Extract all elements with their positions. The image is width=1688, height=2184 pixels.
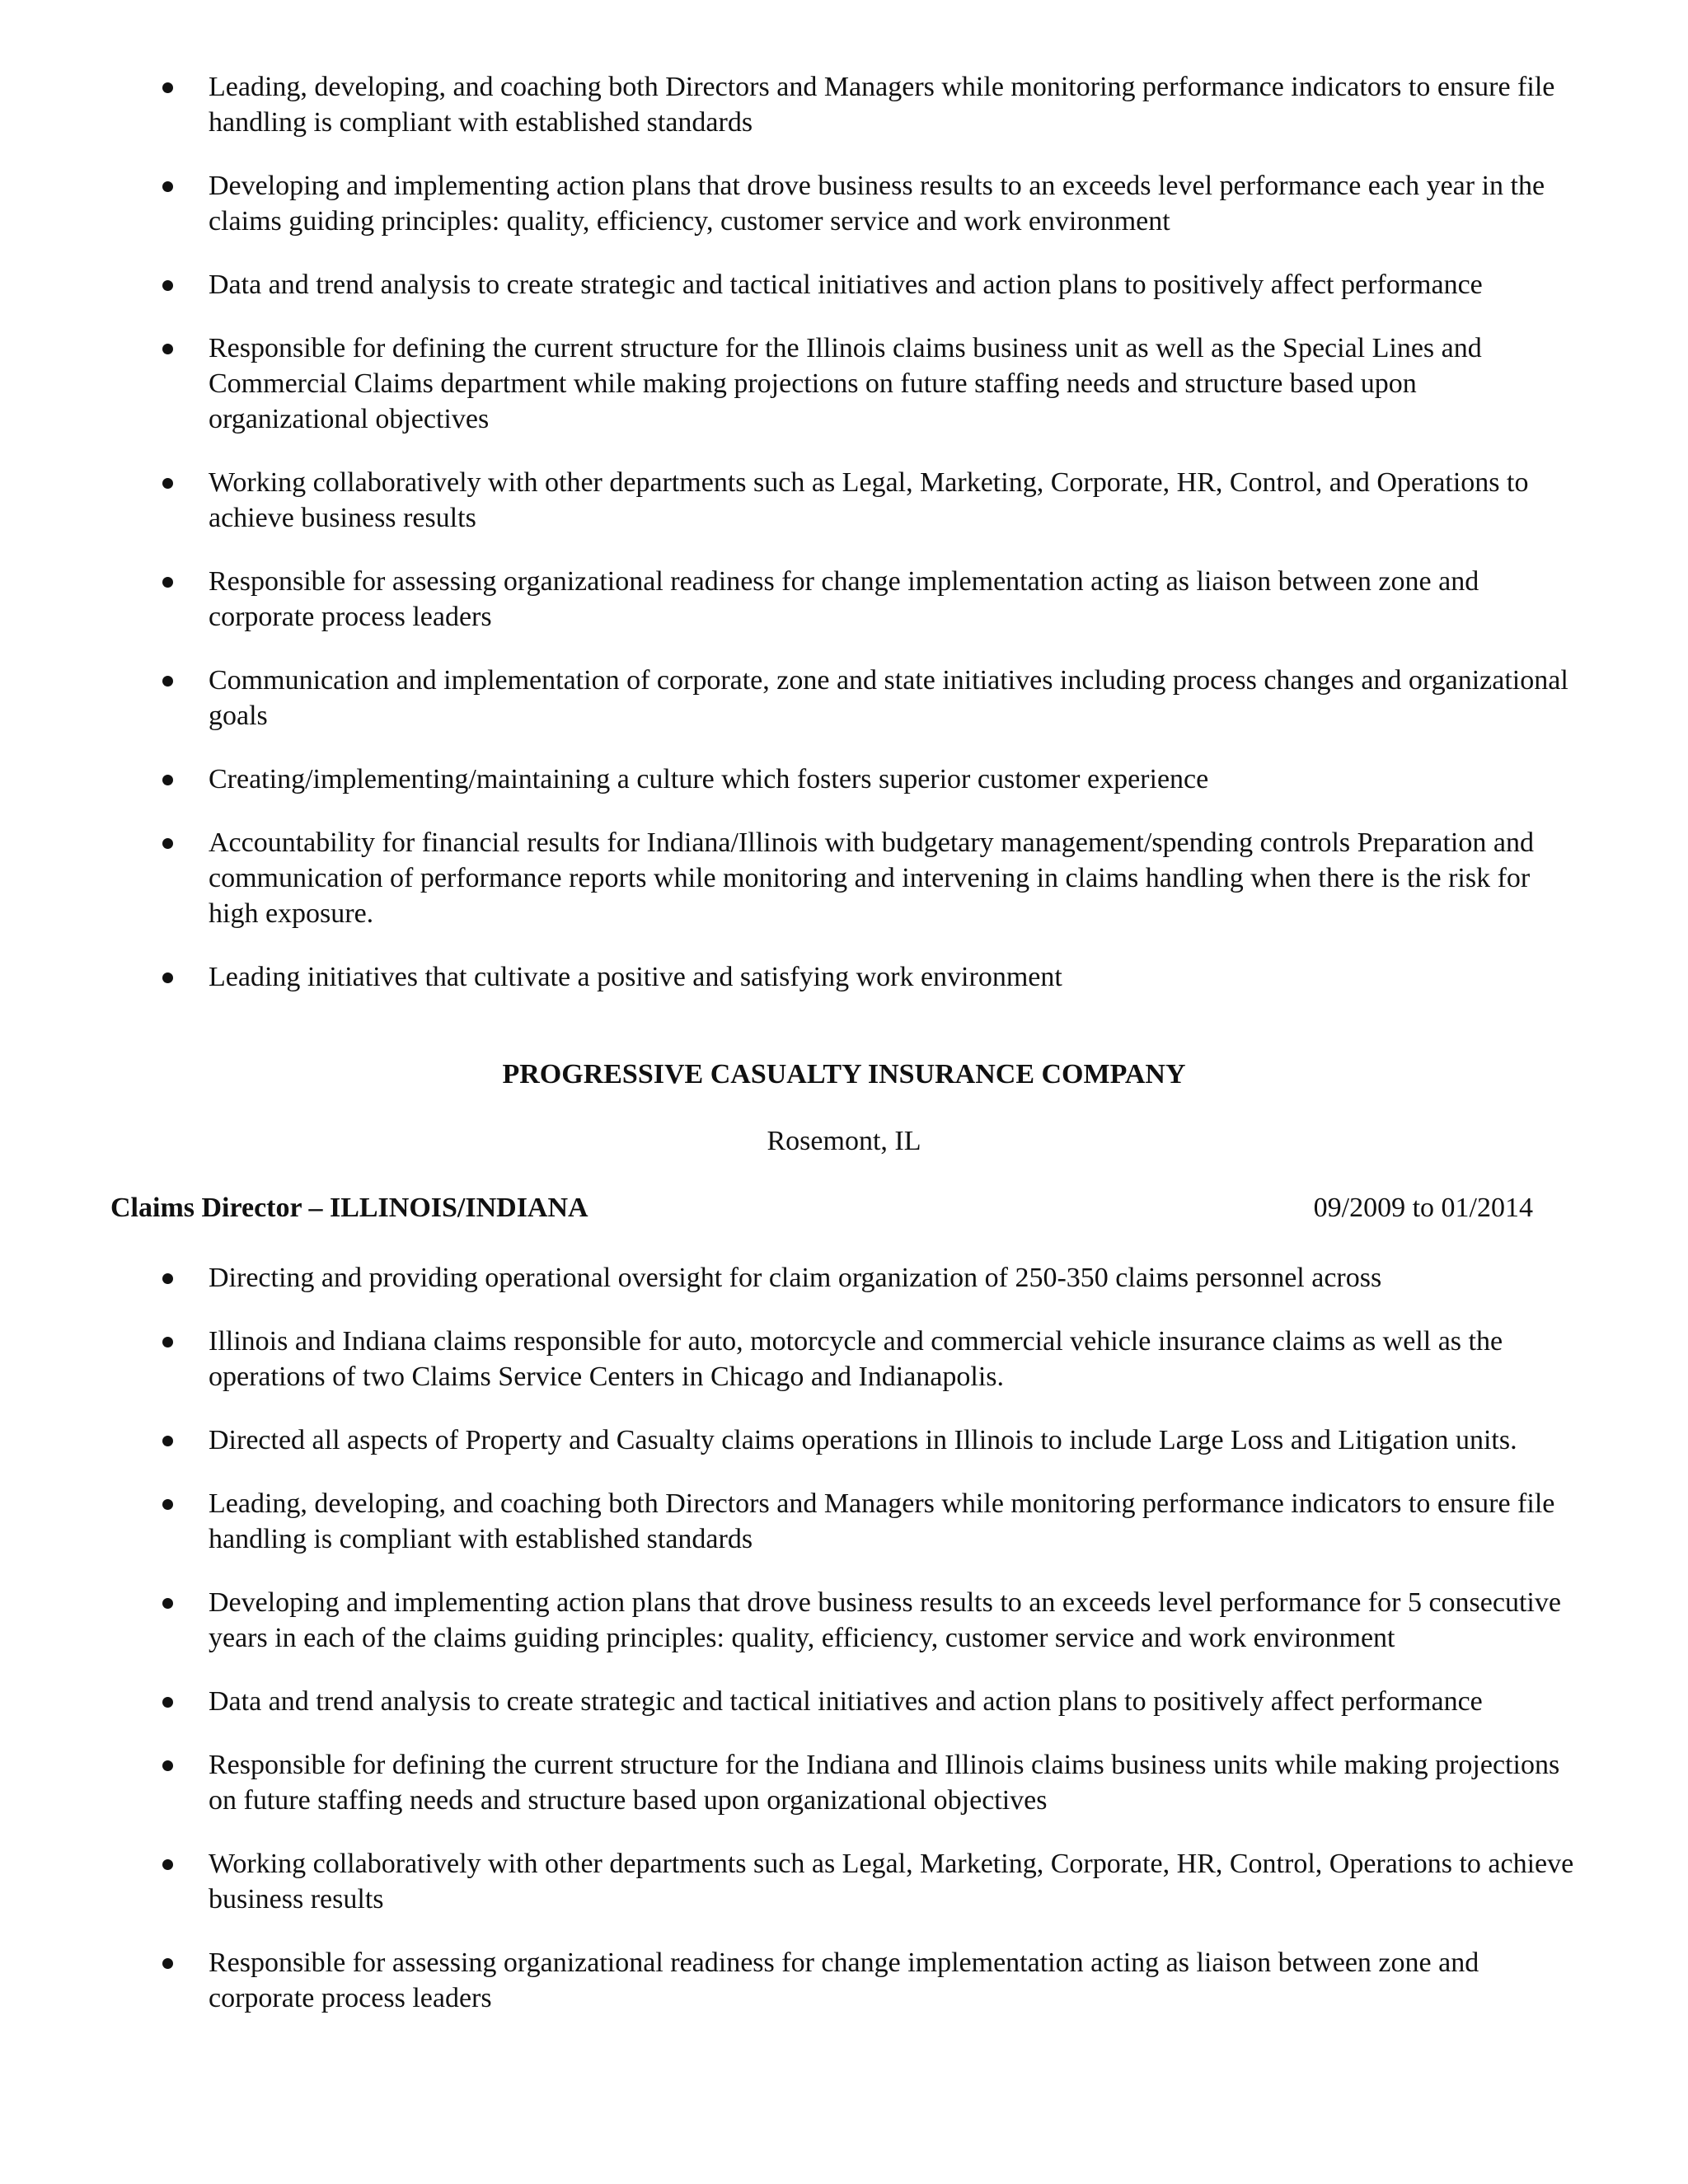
bullet-dot-icon <box>162 1760 173 1771</box>
previous-role-bullet-list <box>157 69 1574 995</box>
claims-director-bullet-list <box>157 1260 1574 2016</box>
bullet-item <box>157 1422 1574 1458</box>
bullet-text: Directed all aspects of Property and Casualty claims operations in Illinois to include Large Loss and Litigation units. <box>209 1425 1517 1455</box>
bullet-dot-icon <box>162 1273 173 1284</box>
bullet-item <box>157 1486 1574 1557</box>
bullet-text: Responsible for assessing organizational readiness for change implementation acting as liaison between zone and corporate process leaders <box>209 1947 1479 2013</box>
bullet-text: Illinois and Indiana claims responsible for auto, motorcycle and commercial vehicle insurance claims as well as the operations of two Claims Service Centers in Chicago and Indianapolis. <box>209 1326 1503 1392</box>
bullet-item <box>157 1260 1574 1296</box>
bullet-text: Creating/implementing/maintaining a culture which fosters superior customer experience <box>209 764 1209 794</box>
bullet-dot-icon <box>162 82 173 93</box>
bullet-text: Leading, developing, and coaching both Directors and Managers while monitoring performance indicators to ensure file handling is compliant with established standards <box>209 1488 1555 1554</box>
bullet-text: Responsible for defining the current structure for the Illinois claims business unit as well as the Special Lines and Commercial Claims department while making projections on future staffing needs and structure based upon organizational objectives <box>209 333 1482 434</box>
bullet-text: Directing and providing operational oversight for claim organization of 250-350 claims personnel across <box>209 1263 1382 1293</box>
bullet-item <box>157 69 1574 140</box>
bullet-dot-icon <box>162 1337 173 1347</box>
bullet-item <box>157 1585 1574 1656</box>
bullet-item <box>157 330 1574 437</box>
bullet-text: Working collaboratively with other departments such as Legal, Marketing, Corporate, HR, Control, and Operations to achieve business results <box>209 467 1529 533</box>
bullet-dot-icon <box>162 478 173 489</box>
bullet-dot-icon <box>162 1598 173 1609</box>
bullet-dot-icon <box>162 1499 173 1510</box>
job-title: Claims Director – ILLINOIS/INDIANA <box>110 1193 588 1223</box>
bullet-text: Data and trend analysis to create strategic and tactical initiatives and action plans to positively affect performance <box>209 269 1483 300</box>
bullet-dot-icon <box>162 838 173 849</box>
bullet-dot-icon <box>162 1436 173 1446</box>
bullet-item <box>157 1684 1574 1719</box>
bullet-dot-icon <box>162 972 173 983</box>
bullet-text: Data and trend analysis to create strategic and tactical initiatives and action plans to positively affect performance <box>209 1686 1483 1717</box>
bullet-item <box>157 1324 1574 1394</box>
bullet-dot-icon <box>162 280 173 291</box>
bullet-item <box>157 1846 1574 1917</box>
bullet-dot-icon <box>162 181 173 192</box>
bullet-dot-icon <box>162 577 173 588</box>
company-location: Rosemont, IL <box>767 1126 921 1156</box>
company-name: PROGRESSIVE CASUALTY INSURANCE COMPANY <box>502 1059 1186 1090</box>
bullet-dot-icon <box>162 676 173 687</box>
bullet-text: Developing and implementing action plans that drove business results to an exceeds level performance each year in the claims guiding principles: quality, efficiency, customer service and work environment <box>209 171 1545 237</box>
bullet-item <box>157 168 1574 239</box>
bullet-text: Accountability for financial results for Indiana/Illinois with budgetary management/spending controls Preparation and communication of performance reports while monitoring and intervening in claims handling when there is the risk for high exposure. <box>209 827 1534 929</box>
bullet-text: Responsible for defining the current structure for the Indiana and Illinois claims business units while making projections on future staffing needs and structure based upon organizational objectives <box>209 1750 1560 1816</box>
bullet-item <box>157 959 1574 995</box>
bullet-text: Developing and implementing action plans that drove business results to an exceeds level performance for 5 consecutive years in each of the claims guiding principles: quality, efficiency, customer service and work environment <box>209 1587 1561 1653</box>
bullet-text: Communication and implementation of corporate, zone and state initiatives including process changes and organizational goals <box>209 665 1568 731</box>
bullet-dot-icon <box>162 1697 173 1708</box>
bullet-item <box>157 1945 1574 2016</box>
bullet-item <box>157 267 1574 302</box>
bullet-dot-icon <box>162 1859 173 1870</box>
bullet-item <box>157 564 1574 635</box>
bullet-item <box>157 663 1574 733</box>
bullet-dot-icon <box>162 344 173 354</box>
bullet-dot-icon <box>162 1958 173 1969</box>
bullet-text: Responsible for assessing organizational readiness for change implementation acting as liaison between zone and corporate process leaders <box>209 566 1479 632</box>
bullet-dot-icon <box>162 775 173 785</box>
bullet-item <box>157 825 1574 931</box>
job-dates: 09/2009 to 01/2014 <box>1313 1193 1533 1223</box>
bullet-text: Working collaboratively with other departments such as Legal, Marketing, Corporate, HR, Control, Operations to achieve business results <box>209 1849 1574 1915</box>
bullet-item <box>157 1747 1574 1818</box>
bullet-text: Leading, developing, and coaching both Directors and Managers while monitoring performance indicators to ensure file handling is compliant with established standards <box>209 72 1555 138</box>
bullet-text: Leading initiatives that cultivate a positive and satisfying work environment <box>209 962 1062 992</box>
bullet-item <box>157 762 1574 797</box>
bullet-item <box>157 465 1574 536</box>
